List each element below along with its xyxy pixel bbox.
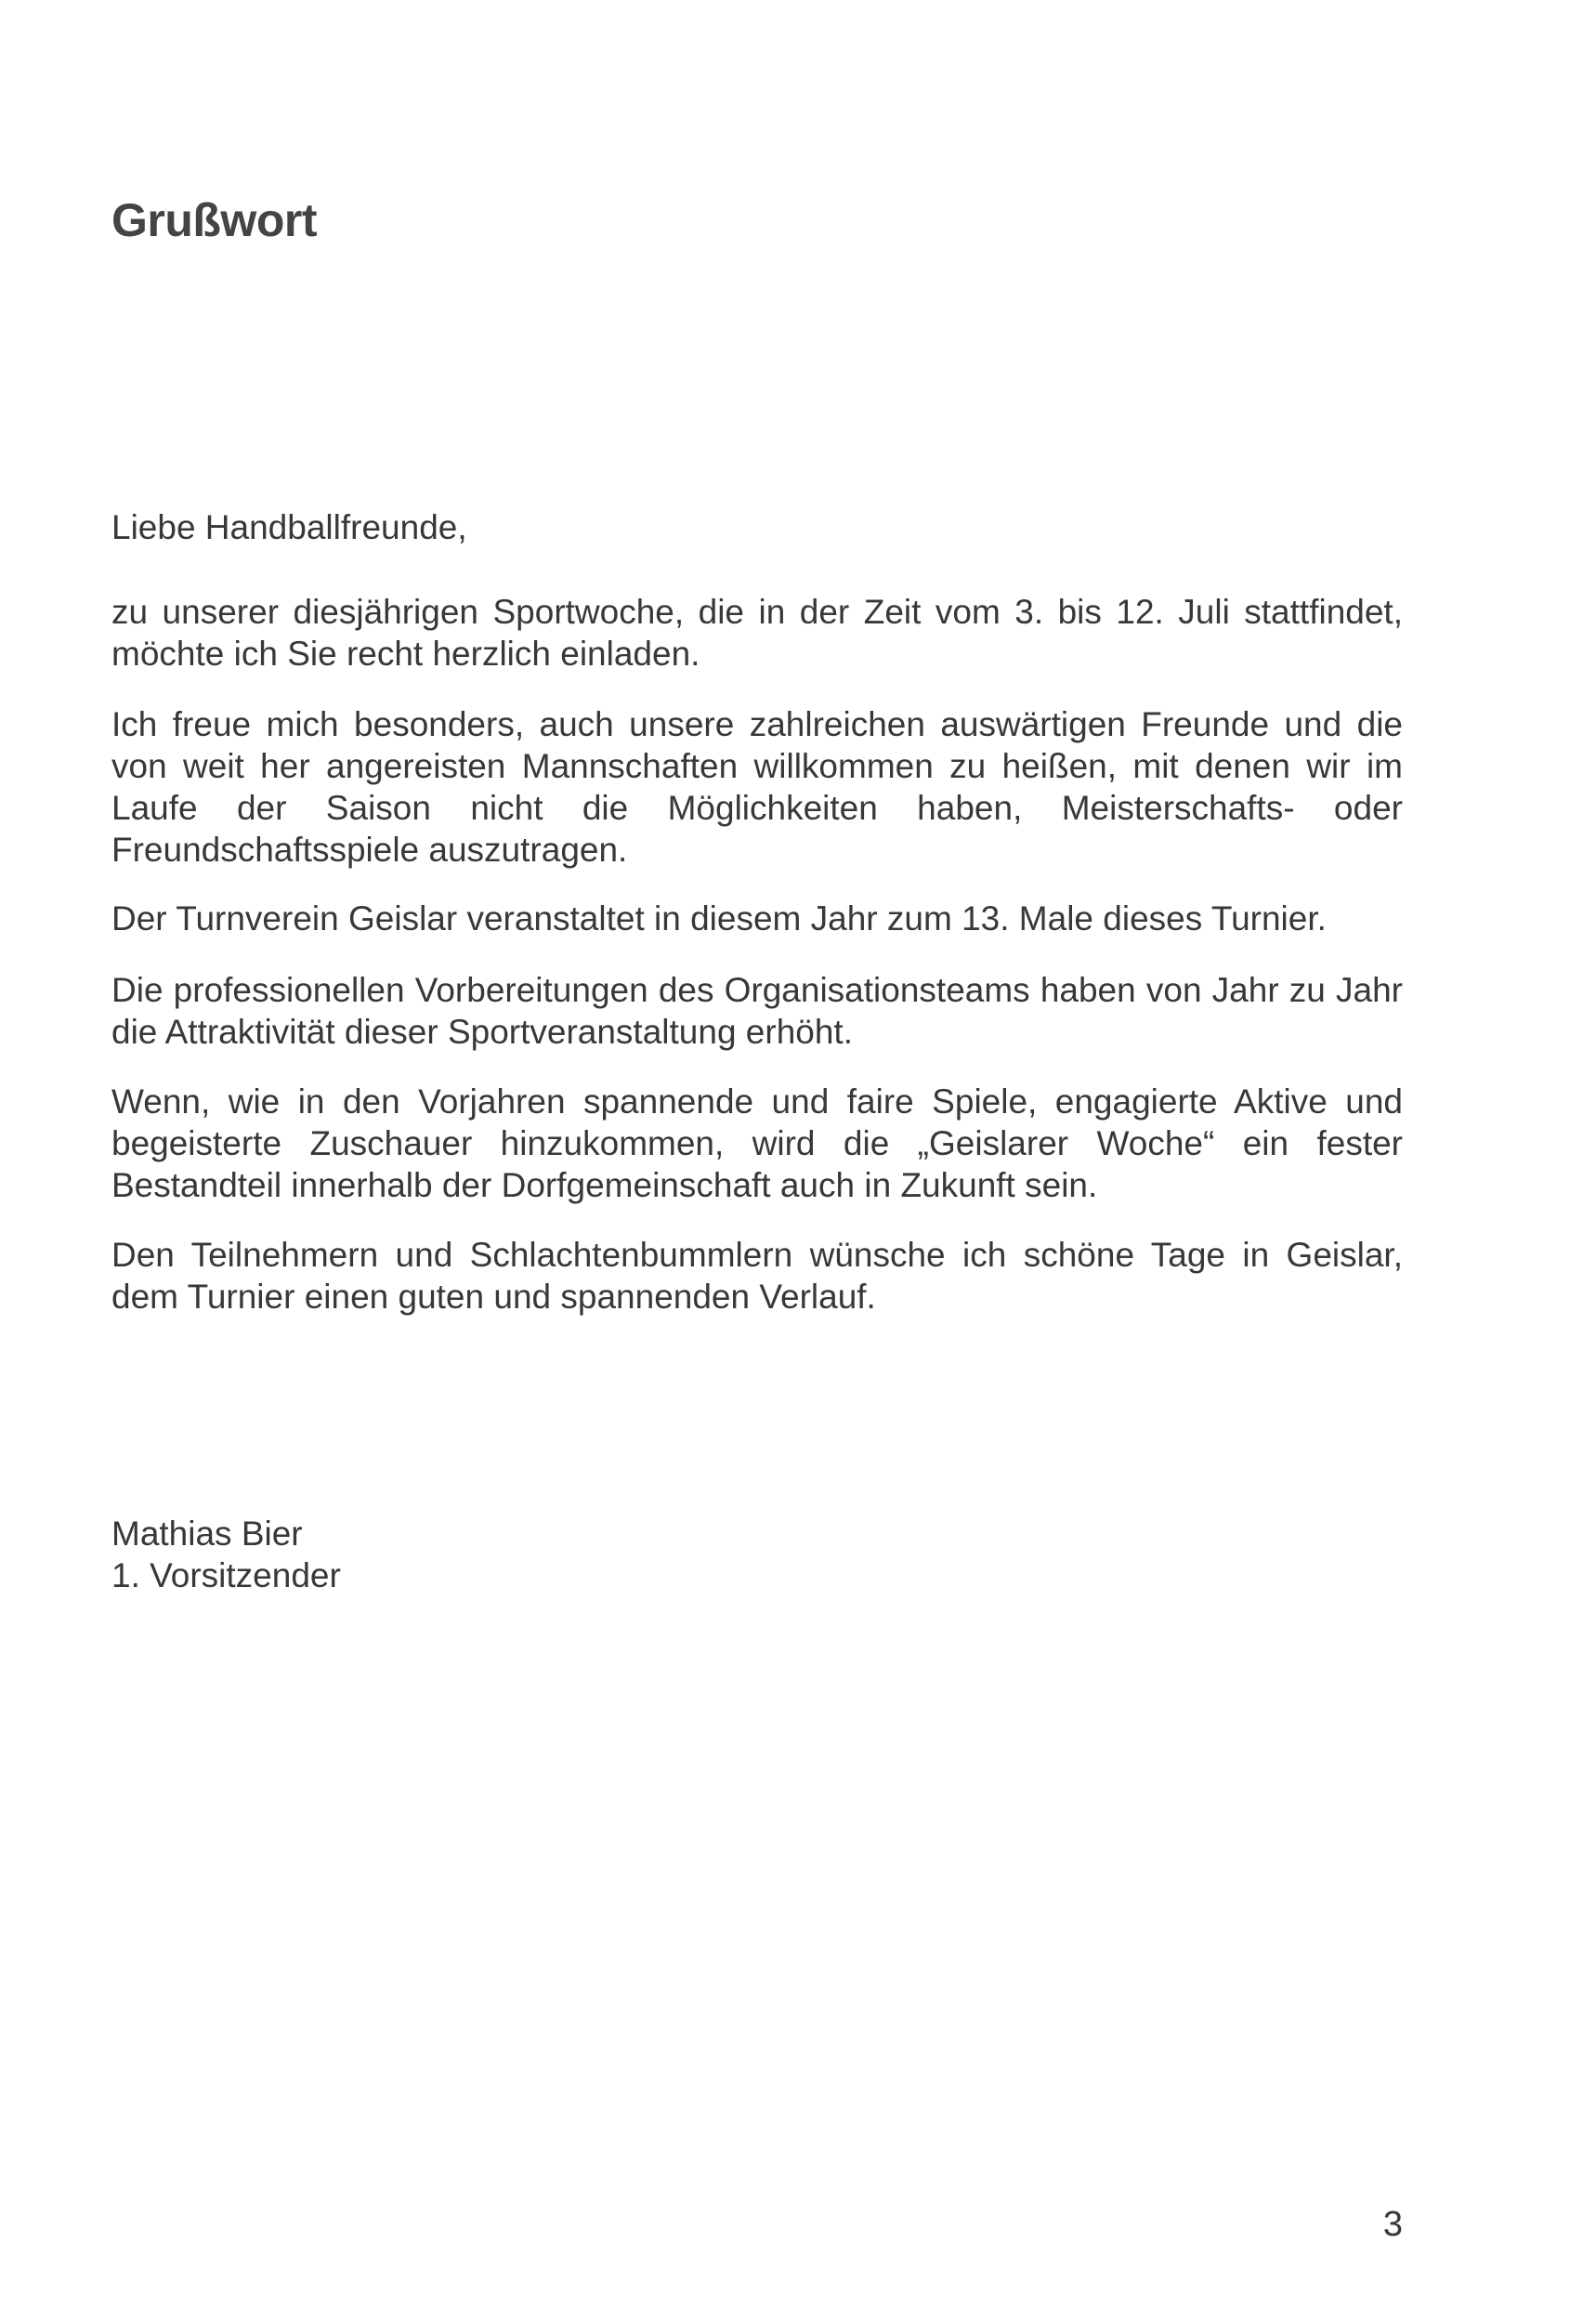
signature-name: Mathias Bier bbox=[111, 1515, 303, 1553]
paragraph-future: Wenn, wie in den Vorjahren spannende und faire Spiele, engagierte Aktive und begeisterte Zuschauer hinzukommen, wird die „Geislarer Woche“ ein fester Bestandteil innerhalb der Dorfgemeinschaft auch in Zukunft sein. bbox=[111, 1082, 1403, 1204]
paragraph-organisation: Die professionellen Vorbereitungen des Organisationsteams haben von Jahr zu Jahr die Attraktivität dieser Sportveranstaltung erhöht. bbox=[111, 971, 1403, 1051]
signature-role: 1. Vorsitzender bbox=[111, 1556, 341, 1594]
paragraph-invitation: zu unserer diesjährigen Sportwoche, die in der Zeit vom 3. bis 12. Juli stattfindet, möchte ich Sie recht herzlich einladen. bbox=[111, 593, 1403, 673]
salutation: Liebe Handballfreunde, bbox=[111, 508, 467, 546]
page-title: Grußwort bbox=[111, 194, 317, 246]
page-number: 3 bbox=[1382, 2205, 1403, 2244]
paragraph-welcome: Ich freue mich besonders, auch unsere zahlreichen auswärtigen Freunde und die von weit her angereisten Mannschaften willkommen zu heißen, mit denen wir im Laufe der Saison nicht die Möglichkeiten haben, Meisterschafts- oder Freundschaftsspiele auszutragen. bbox=[111, 705, 1403, 869]
paragraph-tournament: Der Turnverein Geislar veranstaltet in diesem Jahr zum 13. Male dieses Turnier. bbox=[111, 899, 1327, 938]
paragraph-wishes: Den Teilnehmern und Schlachtenbummlern wünsche ich schöne Tage in Geislar, dem Turnier einen guten und spannenden Verlauf. bbox=[111, 1236, 1403, 1316]
